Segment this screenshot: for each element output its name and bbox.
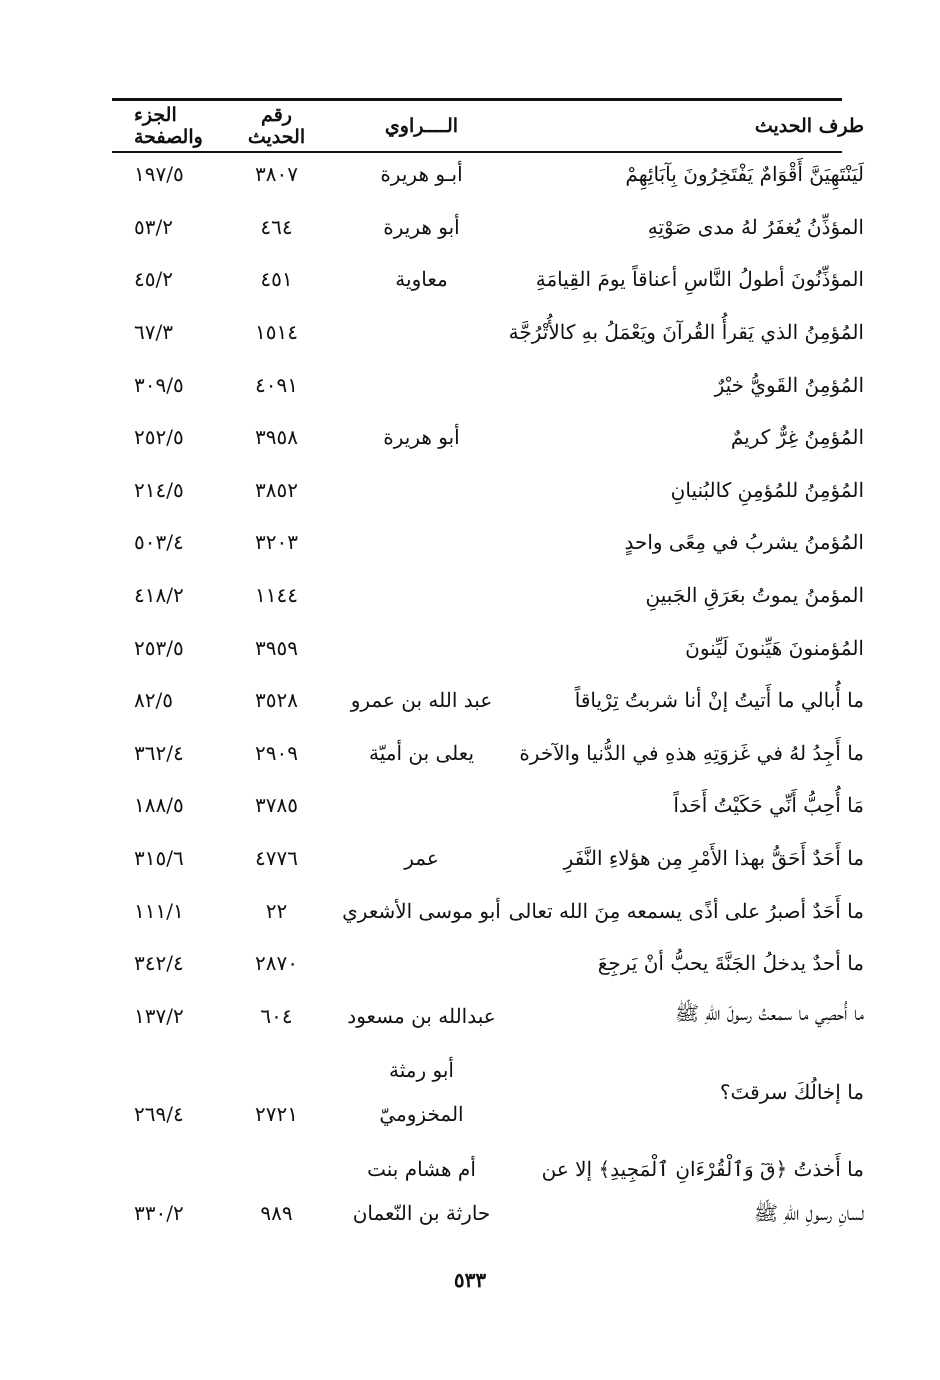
header-volume-page: الجزء والصفحة xyxy=(134,104,203,148)
table-row xyxy=(112,621,872,674)
volume-value: ٣٣٠/٢ xyxy=(134,1200,184,1225)
hadith-cell: المُؤمِنُ القَويُّ خيْرٌ xyxy=(714,372,864,397)
volume-cell: ٥٣/٢ xyxy=(134,214,173,239)
number-cell: ٣٨٠٧ xyxy=(255,162,298,187)
hadith-cell: المؤذِّنُ يُغفَرُ لهُ مدى صَوْتِهِ xyxy=(647,214,864,239)
rawi-cell xyxy=(319,569,524,622)
table-row xyxy=(112,990,872,1043)
rawi-line-1: أم هشام بنت xyxy=(367,1156,476,1181)
rawi-cell: معاوية xyxy=(395,267,448,292)
rawi-cell: أبو هريرة xyxy=(383,425,460,450)
hadith-cell: المؤذِّنُونَ أطولُ النَّاسِ أعناقاً يومَ القِيامَةِ xyxy=(535,267,864,292)
volume-cell: ٦٧/٣ xyxy=(134,320,173,345)
table-row xyxy=(112,779,872,832)
volume-cell: ١٣٧/٢ xyxy=(134,1003,184,1028)
rawi-cell: أبو هريرة xyxy=(383,214,460,239)
volume-cell: ٤١٨/٢ xyxy=(134,583,184,608)
volume-cell: ١٩٧/٥ xyxy=(134,162,184,187)
volume-cell: ١١١/١ xyxy=(134,898,184,923)
rawi-cell xyxy=(319,1042,524,1141)
rawi-cell: يعلى بن أميّة xyxy=(368,740,475,765)
volume-cell: ٤٥/٢ xyxy=(134,267,173,292)
table-row xyxy=(112,306,872,359)
table-row xyxy=(112,464,872,517)
rawi-line-1: أبو رمثة xyxy=(389,1057,454,1082)
rawi-line-2: حارثة بن النّعمان xyxy=(352,1200,491,1225)
number-value: ٢٧٢١ xyxy=(255,1101,298,1126)
number-cell: ٤٥١ xyxy=(260,267,293,292)
rawi-cell xyxy=(319,358,524,411)
number-cell xyxy=(234,1042,319,1141)
hadith-cell: ما أَحَدٌ أصبرُ على أذًى يسمعه مِنَ الله تعالى xyxy=(508,898,864,923)
volume-cell: ٣١٥/٦ xyxy=(134,846,184,871)
hadith-index-table xyxy=(112,104,872,1240)
hadith-cell xyxy=(524,1141,872,1240)
rawi-cell xyxy=(319,516,524,569)
top-rule xyxy=(112,98,842,101)
volume-cell: ٢٥٣/٥ xyxy=(134,635,184,660)
number-cell: ٣٢٠٣ xyxy=(255,530,298,555)
rawi-cell: عبدالله بن مسعود xyxy=(347,1003,496,1028)
volume-cell: ٣٦٢/٤ xyxy=(134,740,184,765)
number-cell: ٣٥٢٨ xyxy=(255,688,298,713)
table-row xyxy=(112,358,872,411)
number-cell: ٢٩٠٩ xyxy=(255,740,298,765)
volume-cell: ١٨٨/٥ xyxy=(134,793,184,818)
hadith-cell: ما أَجِدُ لهُ في غَزوَتِهِ هذهِ في الدُّنيا والآخرة xyxy=(519,740,864,765)
table-row xyxy=(112,674,872,727)
number-cell: ٢٢ xyxy=(265,898,288,923)
rawi-cell xyxy=(319,1141,524,1240)
hadith-cell: المُؤمِنُ للمُؤمِنِ كالبُنيانِ xyxy=(670,477,864,502)
table-row xyxy=(112,253,872,306)
rawi-cell: عمر xyxy=(404,846,439,871)
hadith-cell: ما أُحصِي ما سمعتُ رسولَ اللهِ ﷺ xyxy=(675,1001,864,1026)
header-number: رقم الحديث xyxy=(247,104,306,148)
table-row xyxy=(112,201,872,254)
number-cell: ٢٨٧٠ xyxy=(255,951,298,976)
table-header-row xyxy=(112,104,872,148)
rawi-cell xyxy=(319,937,524,990)
hadith-line-1: ما إخالُكَ سرقتَ؟ xyxy=(719,1079,864,1104)
hadith-cell: ما أحدٌ يدخلُ الجَنَّةَ يحبُّ أنْ يَرجِعَ xyxy=(597,951,864,976)
hadith-cell: ما أَحَدٌ أَحَقُّ بهذا الأَمْرِ مِن هؤلاءِ النَّفَرِ xyxy=(563,846,864,871)
hadith-line-2: لسانِ رسولِ اللهِ ﷺ xyxy=(753,1200,864,1225)
number-cell: ١١٤٤ xyxy=(255,583,298,608)
header-rawi: الــــراوي xyxy=(384,115,459,137)
volume-cell xyxy=(112,1042,234,1141)
volume-cell: ٥٠٣/٤ xyxy=(134,530,184,555)
rawi-line-2: المخزوميّ xyxy=(379,1101,464,1126)
hadith-cell: لَيَنْتَهِيَنَّ أَقْوَامٌ يَفْتَخِرُونَ بِآبَائِهِمْ xyxy=(625,162,864,187)
hadith-cell: ما أُبالي ما أَتيتُ إنْ أنا شربتُ تِرْياقاً xyxy=(574,688,864,713)
volume-cell: ٣٠٩/٥ xyxy=(134,372,184,397)
number-cell: ٣٩٥٩ xyxy=(255,635,298,660)
table-row xyxy=(112,411,872,464)
volume-cell: ٢٥٢/٥ xyxy=(134,425,184,450)
volume-cell: ٣٤٢/٤ xyxy=(134,951,184,976)
table-row xyxy=(112,1141,872,1240)
number-cell: ٦٠٤ xyxy=(260,1003,293,1028)
rawi-cell: أبو موسى الأشعري xyxy=(342,898,501,923)
table-row xyxy=(112,1042,872,1141)
table-row xyxy=(112,148,872,201)
rawi-cell xyxy=(319,621,524,674)
rawi-cell xyxy=(319,779,524,832)
table-row xyxy=(112,832,872,885)
number-cell: ١٥١٤ xyxy=(255,320,298,345)
table-row xyxy=(112,516,872,569)
volume-cell: ٨٢/٥ xyxy=(134,688,173,713)
volume-cell xyxy=(112,1141,234,1240)
page-number: ٥٣٣ xyxy=(453,1268,487,1292)
number-cell xyxy=(234,1141,319,1240)
number-cell: ٣٧٨٥ xyxy=(255,793,298,818)
hadith-cell: المُؤمنونَ هَيِّنونَ لَيِّنونَ xyxy=(685,635,864,660)
hadith-cell: المُؤمنُ يشربُ في مِعًى واحدٍ xyxy=(624,530,864,555)
table-row xyxy=(112,937,872,990)
number-cell: ٤٦٤ xyxy=(260,214,293,239)
number-cell: ٤٧٧٦ xyxy=(255,846,298,871)
hadith-cell: المُؤمِنُ الذي يَقرأُ القُرآنَ ويَعْمَلُ بهِ كالأُتْرُجَّة xyxy=(508,320,864,345)
rawi-cell: أبـو هريرة xyxy=(380,162,463,187)
number-cell: ٣٨٥٢ xyxy=(255,477,298,502)
rawi-cell xyxy=(319,464,524,517)
hadith-cell: مَا أُحِبُّ أَنِّي حَكَيْتُ أَحَداً xyxy=(673,793,864,818)
hadith-cell: المُؤمِنُ غِرٌّ كريمٌ xyxy=(730,425,864,450)
table-row xyxy=(112,569,872,622)
volume-value: ٢٦٩/٤ xyxy=(134,1101,184,1126)
header-hadith: طرف الحديث xyxy=(754,115,864,137)
hadith-cell xyxy=(524,1042,872,1141)
number-cell: ٣٩٥٨ xyxy=(255,425,298,450)
hadith-line-1: ما أَخذتُ ﴿قٓ وَٱلْقُرْءَانِ ٱلْمَجِيدِ﴾ إلا عن xyxy=(541,1156,864,1181)
volume-cell: ٢١٤/٥ xyxy=(134,477,184,502)
table-row xyxy=(112,727,872,780)
rawi-cell xyxy=(319,306,524,359)
rawi-cell: عبد الله بن عمرو xyxy=(350,688,493,713)
hadith-cell: المؤمنُ يموتُ بعَرَقِ الجَبينِ xyxy=(645,583,864,608)
number-cell: ٤٠٩١ xyxy=(255,372,298,397)
number-value: ٩٨٩ xyxy=(260,1200,293,1225)
table-row xyxy=(112,884,872,937)
